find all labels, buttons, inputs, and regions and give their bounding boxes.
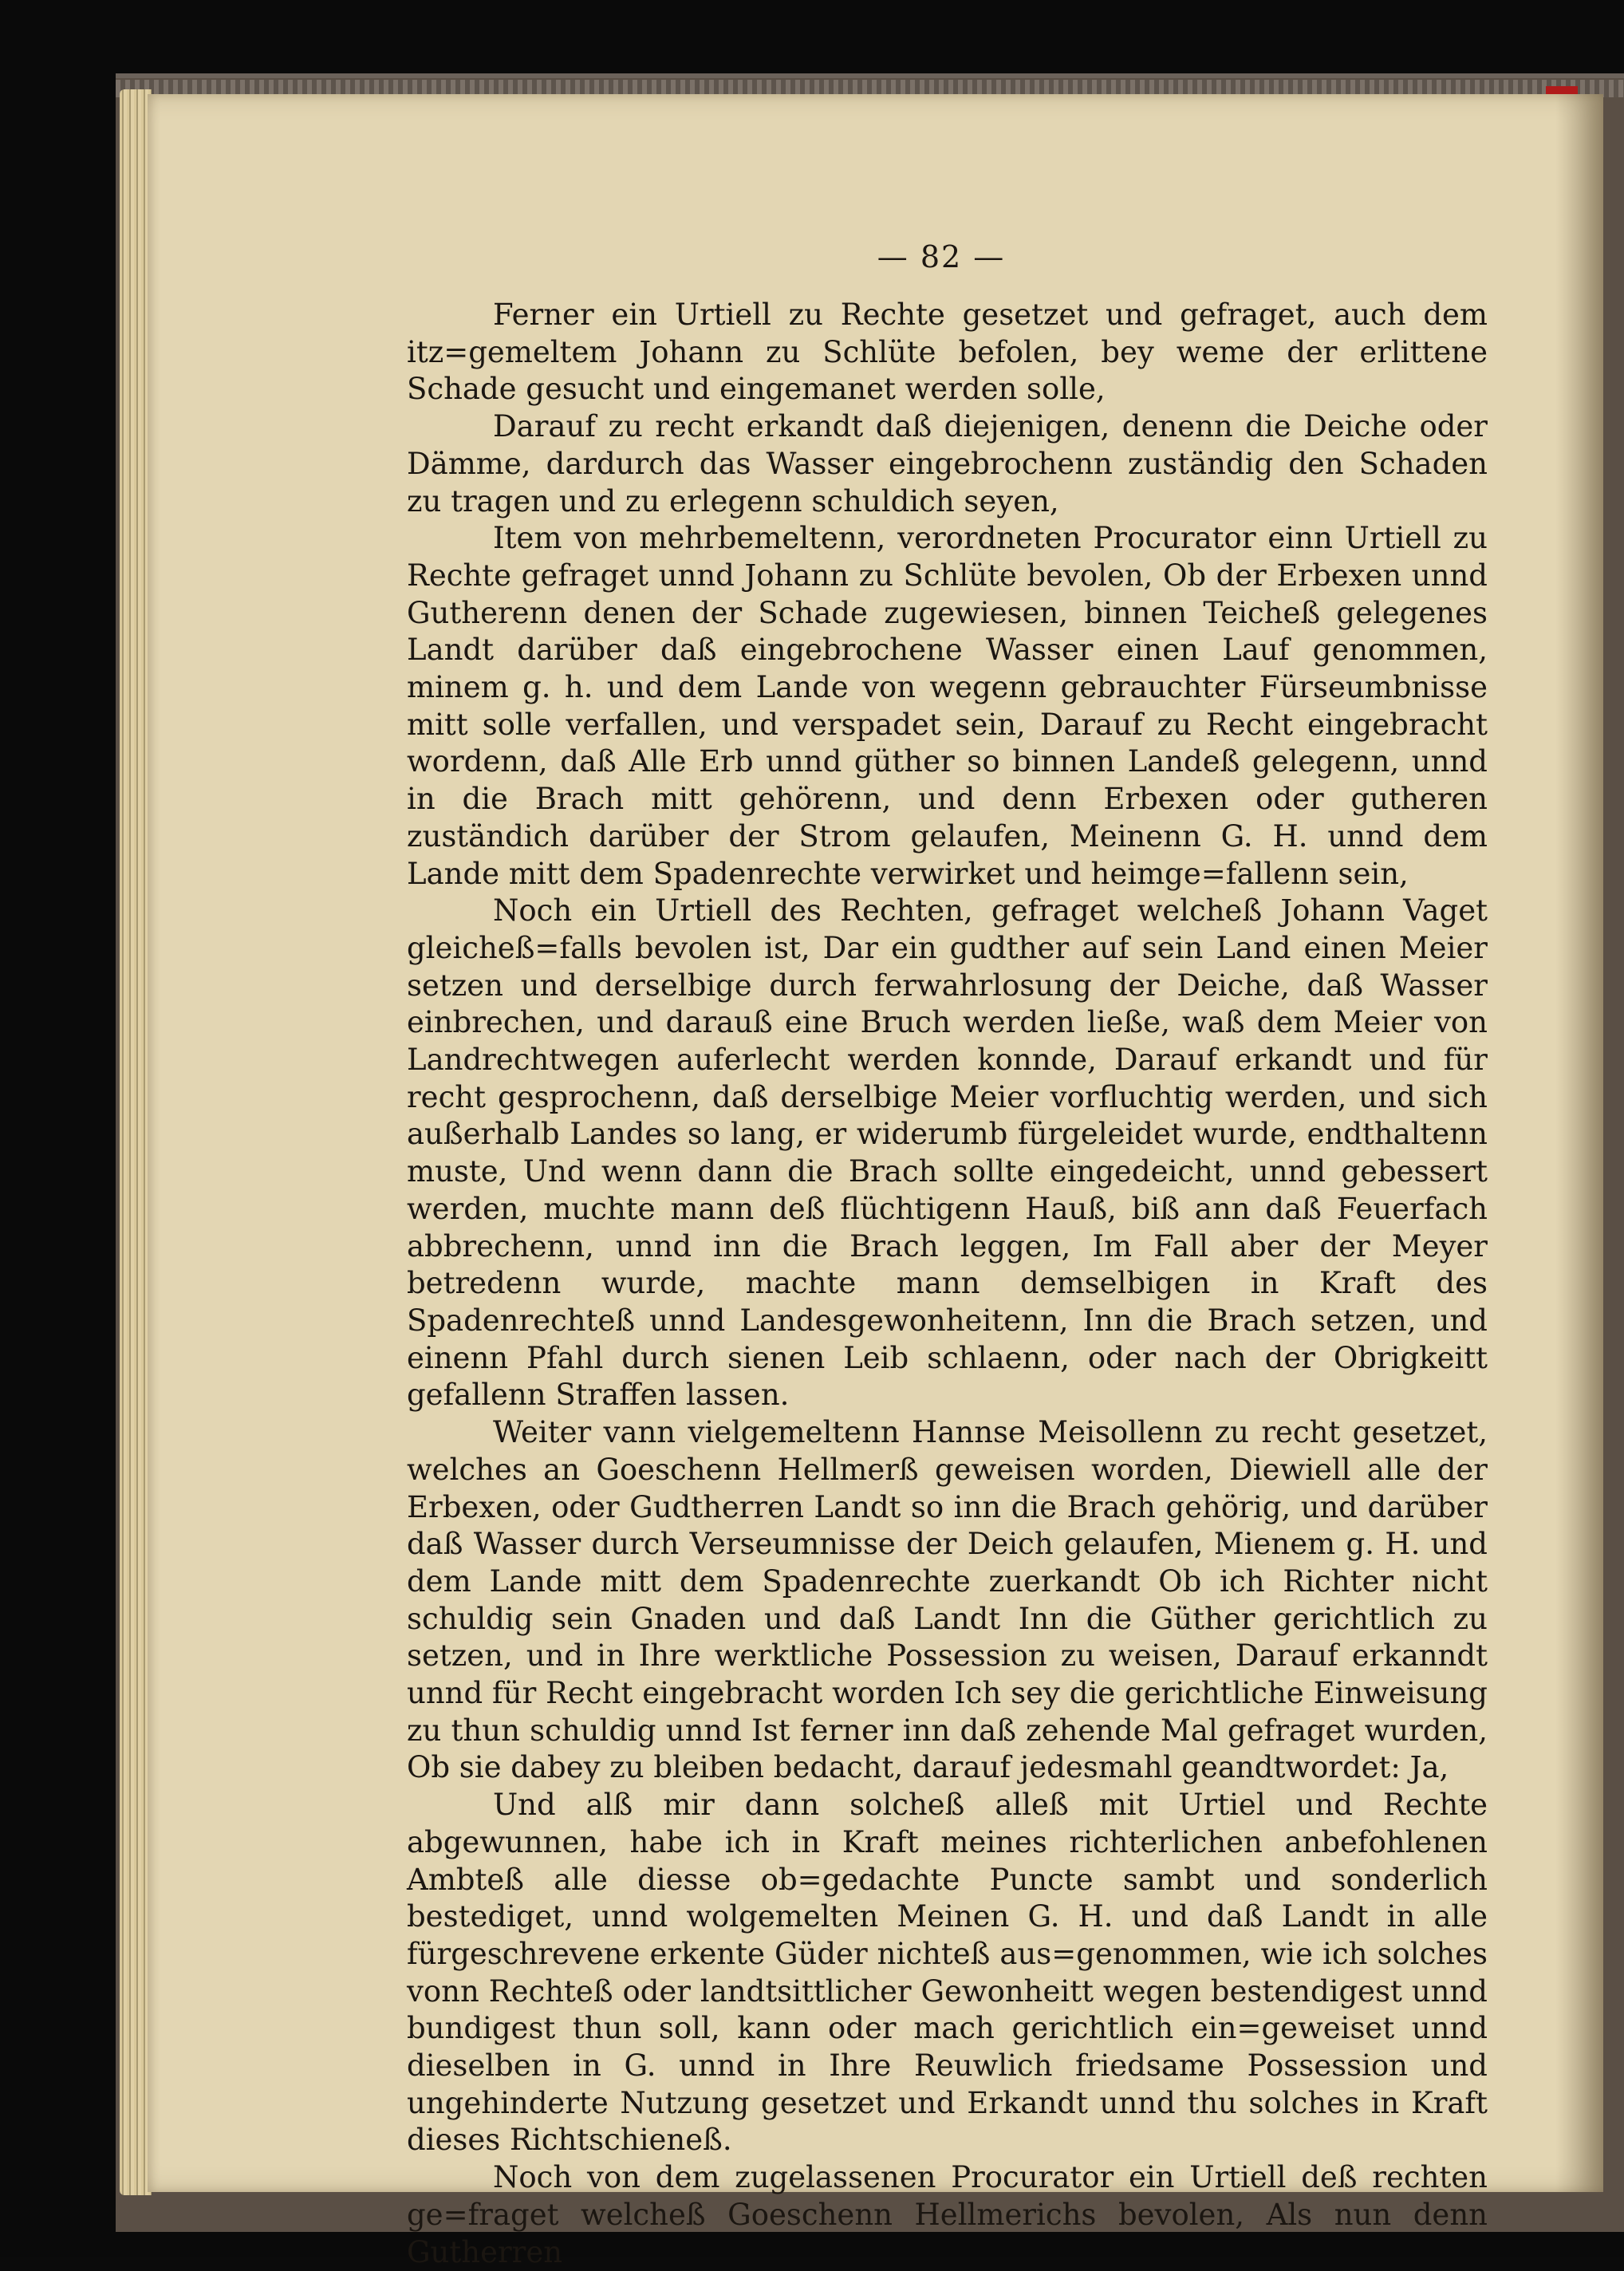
body-text <box>407 297 1488 2271</box>
page-number: — 82 — <box>877 239 1006 274</box>
paragraph: Noch von dem zugelassenen Procurator ein Urtiell deß rechten ge=fraget welcheß Goeschenn Hellmerichs bevolen, Als nun denn Gutherren <box>407 2160 1488 2269</box>
paragraph: Darauf zu recht erkandt daß diejenigen, denenn die Deiche oder Dämme, dardurch das Wasser eingebrochenn zuständig den Schaden zu tragen und zu erlegenn schuldich seyen, <box>407 409 1488 518</box>
paragraph: Item von mehrbemeltenn, verordneten Procurator einn Urtiell zu Rechte gefraget unnd Johann zu Schlüte bevolen, Ob der Erbexen unnd Gutherenn denen der Schade zugewiesen, binnen Teicheß gelegenes Landt darüber daß eingebrochene Wasser einen Lauf genommen, minem g. h. und dem Lande von wegenn gebrauchter Fürseumbnisse mitt solle verfallen, und verspadet sein, Darauf zu Recht eingebracht wordenn, daß Alle Erb unnd güther so binnen Landeß gelegenn, unnd in die Brach mitt gehörenn, und denn Erbexen oder gutheren zuständich darüber der Strom gelaufen, Meinenn G. H. unnd dem Lande mitt dem Spadenrechte verwirket und heimge=fallenn sein, <box>407 521 1488 891</box>
paragraph: Weiter vann vielgemeltenn Hannse Meisollenn zu recht gesetzet, welches an Goeschenn Hellmerß geweisen worden, Diewiell alle der Erbexen, oder Gudtherren Landt so inn die Brach gehörig, und darüber daß Wasser durch Verseumnisse der Deich gelaufen, Mienem g. H. und dem Lande mitt dem Spadenrechte zuerkandt Ob ich Richter nicht schuldig sein Gnaden und daß Landt Inn die Güther gerichtlich zu setzen, und in Ihre werktliche Possession zu weisen, Darauf erkanndt unnd für Recht eingebracht worden Ich sey die gerichtliche Einweisung zu thun schuldig unnd Ist ferner inn daß zehende Mal gefraget wurden, Ob sie dabey zu bleiben bedacht, darauf jedesmahl geandtwordet: Ja, <box>407 1415 1488 1785</box>
paragraph: Ferner ein Urtiell zu Rechte gesetzet und gefraget, auch dem itz=gemeltem Johann zu Schlüte befolen, bey weme der erlittene Schade gesucht und eingemanet werden solle, <box>407 298 1488 407</box>
spine-shadow <box>1555 94 1603 2192</box>
page-edges <box>120 89 152 2195</box>
paragraph: Noch ein Urtiell des Rechten, gefraget welcheß Johann Vaget gleicheß=falls bevolen ist, Dar ein gudther auf sein Land einen Meier setzen und derselbige durch ferwahrlosung der Deiche, daß Wasser einbrechen, und darauß eine Bruch werden ließe, waß dem Meier von Landrechtwegen auferlecht werden konnde, Darauf erkandt und für recht gesprochenn, daß derselbige Meier vorfluchtig werden, und sich außerhalb Landes so lang, er widerumb fürgeleidet wurde, endthaltenn muste, Und wenn dann die Brach sollte eingedeicht, unnd gebessert werden, muchte mann deß flüchtigenn Hauß, biß ann daß Feuerfach abbrechenn, unnd inn die Brach leggen, Im Fall aber der Meyer betredenn wurde, machte mann demselbigen in Kraft des Spadenrechteß unnd Landesgewonheitenn, Inn die Brach setzen, und einenn Pfahl durch sienen Leib schlaenn, oder nach der Obrigkeitt gefallenn Straffen lassen. <box>407 893 1488 1413</box>
paragraph: Und alß mir dann solcheß alleß mit Urtiel und Rechte abgewunnen, habe ich in Kraft meines richterlichen anbefohlenen Ambteß alle diesse ob=gedachte Puncte sambt und sonderlich bestediget, unnd wolgemelten Meinen G. H. und daß Landt in alle fürgeschrevene erkente Güder nichteß aus=genommen, wie ich solches vonn Rechteß oder landtsittlicher Gewonheitt wegen bestendigest unnd bundigest thun soll, kann oder mach gerichtlich ein=geweiset unnd dieselben in G. unnd in Ihre Reuwlich friedsame Possession und ungehinderte Nutzung gesetzet und Erkandt unnd thu solches in Kraft dieses Richtschieneß. <box>407 1788 1488 2158</box>
